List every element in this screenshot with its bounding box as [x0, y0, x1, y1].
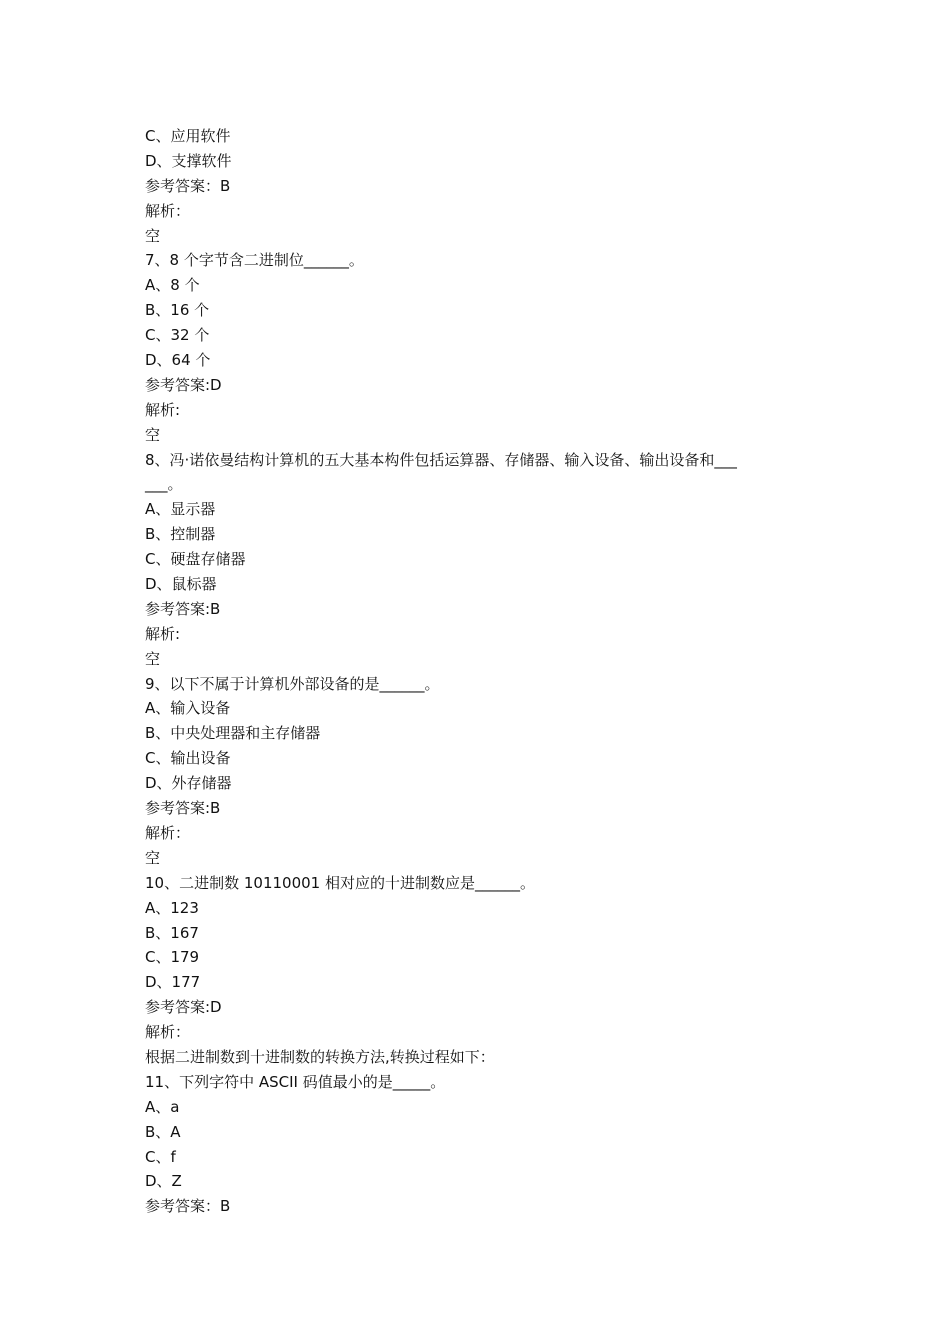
- analysis-text: 空: [145, 425, 161, 444]
- analysis-label: 解析：: [145, 1023, 191, 1042]
- option-a: A、输入设备: [145, 699, 231, 718]
- analysis-text: 空: [145, 649, 161, 668]
- option-b: B、167: [145, 923, 199, 942]
- analysis-label: 解析：: [145, 823, 191, 842]
- question-10: 10、二进制数 10110001 相对应的十进制数应是______。: [145, 873, 535, 892]
- option-c: C、输出设备: [145, 749, 231, 768]
- reference-answer: 参考答案:D: [145, 998, 222, 1017]
- option-d: D、64 个: [145, 351, 211, 370]
- option-d: D、外存储器: [145, 774, 232, 793]
- analysis-label: 解析:: [145, 624, 181, 643]
- option-b: B、A: [145, 1122, 181, 1141]
- option-b: B、控制器: [145, 525, 216, 544]
- reference-answer: 参考答案：B: [145, 1197, 231, 1216]
- document-body: [145, 124, 815, 1219]
- option-a: A、8 个: [145, 276, 200, 295]
- option-c: C、179: [145, 948, 200, 967]
- option-c: C、f: [145, 1147, 176, 1166]
- option-d: D、鼠标器: [145, 575, 217, 594]
- reference-answer: 参考答案:D: [145, 375, 222, 394]
- option-c: C、应用软件: [145, 127, 231, 145]
- question-8: 8、冯·诺依曼结构计算机的五大基本构件包括运算器、存储器、输入设备、输出设备和___: [145, 450, 737, 469]
- option-a: A、a: [145, 1097, 180, 1116]
- analysis-label: 解析：: [145, 201, 191, 220]
- question-11: 11、下列字符中 ASCII 码值最小的是_____。: [145, 1072, 446, 1091]
- question-7: 7、8 个字节含二进制位______。: [145, 251, 364, 270]
- option-a: A、123: [145, 898, 199, 917]
- analysis-label: 解析:: [145, 400, 181, 419]
- option-d: D、177: [145, 973, 201, 992]
- option-b: B、16 个: [145, 301, 210, 320]
- reference-answer: 参考答案:B: [145, 599, 221, 618]
- option-d: D、Z: [145, 1172, 182, 1191]
- question-8-continuation: ___。: [145, 475, 183, 494]
- option-b: B、中央处理器和主存储器: [145, 724, 321, 743]
- reference-answer: 参考答案：B: [145, 176, 231, 195]
- option-c: C、硬盘存储器: [145, 550, 246, 569]
- option-a: A、显示器: [145, 500, 216, 519]
- analysis-text: 根据二进制数到十进制数的转换方法,转换过程如下：: [145, 1047, 495, 1066]
- option-d: D、支撑软件: [145, 151, 232, 170]
- analysis-text: 空: [145, 848, 161, 867]
- question-9: 9、以下不属于计算机外部设备的是______。: [145, 674, 440, 693]
- analysis-text: 空: [145, 226, 161, 245]
- option-c: C、32 个: [145, 326, 210, 345]
- reference-answer: 参考答案:B: [145, 799, 221, 818]
